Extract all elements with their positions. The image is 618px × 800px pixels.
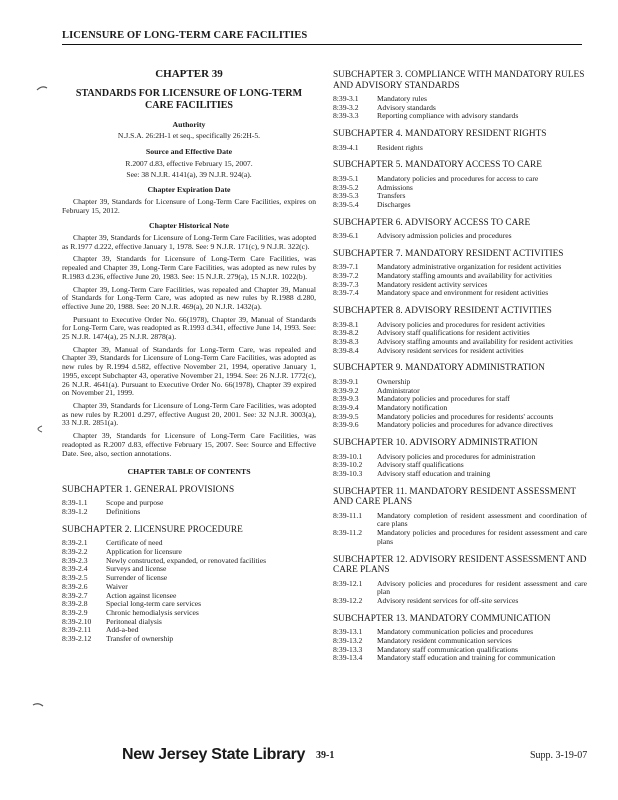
section-title: Mandatory administrative organization for resident activities	[377, 262, 562, 272]
section-number: 8:39-9.5	[333, 411, 359, 421]
section-number: 8:39-7.3	[333, 279, 359, 289]
page-number: 39-1	[316, 750, 335, 761]
section-title: Mandatory policies and procedures for staff	[377, 394, 510, 404]
section-number: 8:39-8.2	[333, 328, 359, 338]
section-number: 8:39-7.4	[333, 288, 359, 298]
section-title: Mandatory space and environment for resident activities	[377, 288, 549, 298]
toc-heading: CHAPTER TABLE OF CONTENTS	[127, 467, 251, 477]
section-title: Mandatory completion of resident assessment and coordination of care plans	[377, 510, 587, 529]
toc-list	[333, 70, 587, 663]
chapter-number: CHAPTER 39	[155, 68, 223, 80]
section-title: Advisory admission policies and procedures	[377, 231, 512, 241]
toc-entry	[62, 565, 316, 574]
section-title: Advisory staff qualifications for resident activities	[377, 328, 530, 338]
source-line: See: 38 N.J.R. 4141(a), 39 N.J.R. 924(a).	[126, 169, 252, 179]
section-number: 8:39-9.3	[333, 394, 359, 404]
section-number: 8:39-9.6	[333, 420, 359, 430]
toc-entry	[62, 635, 316, 644]
section-number: 8:39-9.2	[333, 385, 359, 395]
toc-entry	[333, 95, 587, 104]
punch-mark	[36, 84, 48, 92]
toc-entry	[333, 597, 587, 606]
expiration-heading: Chapter Expiration Date	[147, 185, 231, 195]
toc-entry	[62, 539, 316, 548]
left-column	[62, 70, 316, 644]
section-title: Newly constructed, expanded, or renovated facilities	[106, 555, 267, 565]
section-title: Advisory resident services for off-site services	[377, 596, 519, 605]
toc-entry	[333, 529, 587, 546]
toc-entry	[333, 112, 587, 121]
section-number: 8:39-2.10	[62, 616, 92, 626]
library-stamp: New Jersey State Library	[122, 746, 306, 763]
section-number: 8:39-10.2	[333, 460, 363, 470]
subchapter-heading: SUBCHAPTER 4. MANDATORY RESIDENT RIGHTS	[333, 129, 547, 140]
authority-text: N.J.S.A. 26:2H-1 et seq., specifically 26:2H-5.	[117, 131, 261, 141]
section-number: 8:39-10.3	[333, 469, 363, 479]
section-number: 8:39-11.2	[333, 528, 363, 538]
section-number: 8:39-2.4	[62, 564, 88, 574]
source-line: R.2007 d.83, effective February 15, 2007.	[125, 158, 253, 168]
subchapter-heading: SUBCHAPTER 3. COMPLIANCE WITH MANDATORY RULES AND ADVISORY STANDARDS	[333, 70, 585, 91]
section-title: Special long-term care services	[106, 599, 202, 609]
toc-entry	[62, 499, 316, 508]
toc-entry	[333, 421, 587, 430]
section-title: Admissions	[377, 182, 413, 192]
section-title: Add-a-bed	[106, 625, 139, 635]
toc-entry	[333, 184, 587, 193]
toc-entry	[62, 557, 316, 566]
subchapter-heading: SUBCHAPTER 1. GENERAL PROVISIONS	[62, 484, 235, 495]
section-number: 8:39-2.6	[62, 581, 88, 591]
section-number: 8:39-5.1	[333, 173, 359, 183]
section-title: Chronic hemodialysis services	[106, 607, 199, 617]
toc-entry	[333, 289, 587, 298]
subchapter-heading: SUBCHAPTER 7. MANDATORY RESIDENT ACTIVITIES	[333, 248, 564, 259]
section-number: 8:39-2.12	[62, 634, 92, 644]
section-title: Advisory staffing amounts and availability for resident activities	[377, 337, 573, 347]
section-title: Resident rights	[377, 142, 423, 152]
toc-entry	[333, 580, 587, 597]
section-number: 8:39-2.1	[62, 538, 88, 548]
section-title: Mandatory policies and procedures for residents' accounts	[377, 411, 554, 421]
section-title: Administrator	[377, 385, 420, 395]
subchapter-heading: SUBCHAPTER 10. ADVISORY ADMINISTRATION	[333, 438, 538, 449]
running-head: LICENSURE OF LONG-TERM CARE FACILITIES	[62, 30, 308, 41]
section-title: Mandatory notification	[377, 403, 448, 413]
subchapter-heading: SUBCHAPTER 12. ADVISORY RESIDENT ASSESSMENT AND CARE PLANS	[333, 554, 587, 576]
history-paragraph: Chapter 39, Standards for Licensure of Long-Term Care Facilities, was readopted as R.2007 d.83, effective February 15, 2007. See: Source and Effective Date. See, also, section annotations.	[62, 431, 316, 458]
toc-entry	[333, 512, 587, 529]
section-title: Mandatory policies and procedures for advance directives	[377, 420, 553, 430]
section-number: 8:39-2.2	[62, 547, 88, 557]
section-title: Mandatory resident activity services	[377, 279, 488, 289]
section-title: Scope and purpose	[106, 498, 164, 508]
section-title: Mandatory communication policies and procedures	[377, 627, 534, 637]
section-number: 8:39-2.11	[62, 625, 92, 635]
toc-entry	[62, 626, 316, 635]
section-title: Mandatory staff communication qualifications	[377, 644, 518, 654]
section-number: 8:39-1.1	[62, 498, 88, 508]
section-number: 8:39-8.4	[333, 345, 359, 355]
section-number: 8:39-4.1	[333, 142, 359, 152]
subchapter-heading: SUBCHAPTER 2. LICENSURE PROCEDURE	[62, 524, 243, 535]
section-title: Reporting compliance with advisory standards	[377, 111, 519, 121]
section-number: 8:39-2.7	[62, 590, 88, 600]
section-number: 8:39-9.1	[333, 376, 359, 386]
section-title: Mandatory resident communication services	[377, 635, 512, 645]
section-title: Action against licensee	[106, 590, 177, 600]
section-number: 8:39-13.4	[333, 653, 363, 663]
section-title: Advisory policies and procedures for resident activities	[377, 319, 545, 329]
section-number: 8:39-1.2	[62, 507, 88, 517]
section-number: 8:39-13.2	[333, 635, 363, 645]
history-paragraph: Chapter 39, Manual of Standards for Long-Term Care, was repealed and Chapter 39, Standards for Licensure of Long-Term Care Facilities, was adopted as new rules by R.1994 d.582, effective November 21, 1994, operative January 1, 1995, except Subchapter 43, operative November 21, 1994. See: 26 N.J.R. 1772(c), 26 N.J.R. 4641(a). Pursuant to Executive Order No. 66(1978), Chapter 39 expired on November 21, 1999.	[62, 344, 316, 398]
section-number: 8:39-3.2	[333, 102, 359, 112]
section-number: 8:39-2.5	[62, 573, 88, 583]
section-number: 8:39-5.2	[333, 182, 359, 192]
section-title: Advisory policies and procedures for resident assessment and care plan	[377, 578, 587, 597]
section-number: 8:39-7.2	[333, 271, 359, 281]
history-paragraph: Chapter 39, Long-Term Care Facilities, was repealed and Chapter 39, Manual of Standards for Long-Term Care, was adopted as new rules by R.1988 d.280, effective June 20, 1988. See: 20 N.J.R. 469(a), 20 N.J.R. 1432(a).	[62, 284, 316, 311]
section-number: 8:39-12.2	[333, 596, 363, 605]
section-title: Advisory resident services for resident activities	[377, 345, 524, 355]
toc-entry	[62, 574, 316, 583]
section-number: 8:39-2.8	[62, 599, 88, 609]
toc-entry	[62, 618, 316, 627]
toc-entry	[333, 192, 587, 201]
punch-mark	[32, 425, 44, 433]
section-title: Advisory staff education and training	[377, 469, 491, 479]
section-number: 8:39-2.3	[62, 555, 88, 565]
section-title: Surrender of license	[106, 573, 168, 583]
section-title: Peritoneal dialysis	[106, 616, 162, 626]
section-title: Definitions	[106, 507, 141, 517]
section-title: Ownership	[377, 376, 411, 386]
section-title: Certificate of need	[106, 538, 163, 548]
section-title: Mandatory rules	[377, 94, 427, 103]
chapter-title: STANDARDS FOR LICENSURE OF LONG-TERM CARE FACILITIES	[75, 87, 303, 111]
toc-entry	[333, 654, 587, 663]
toc-entry	[333, 378, 587, 387]
toc-entry	[333, 470, 587, 479]
supplement-date: Supp. 3-19-07	[530, 750, 588, 761]
section-title: Waiver	[106, 581, 128, 591]
section-number: 8:39-8.3	[333, 337, 359, 347]
toc-entry	[333, 232, 587, 241]
expiration-text: Chapter 39, Standards for Licensure of Long-Term Care Facilities, expires on February 15, 2012.	[62, 196, 316, 215]
toc-entry	[62, 583, 316, 592]
section-title: Mandatory policies and procedures for resident assessment and care plans	[377, 528, 587, 546]
subchapter-heading: SUBCHAPTER 13. MANDATORY COMMUNICATION	[333, 613, 551, 624]
header-rule	[62, 44, 582, 45]
subchapter-heading: SUBCHAPTER 11. MANDATORY RESIDENT ASSESSMENT AND CARE PLANS	[333, 486, 576, 508]
section-title: Advisory staff qualifications	[377, 460, 464, 470]
section-number: 8:39-12.1	[333, 578, 363, 588]
section-title: Mandatory policies and procedures for access to care	[377, 173, 539, 183]
section-number: 8:39-8.1	[333, 319, 359, 329]
punch-mark	[32, 700, 44, 708]
section-number: 8:39-10.1	[333, 451, 363, 461]
section-title: Transfers	[377, 191, 406, 201]
section-number: 8:39-5.4	[333, 199, 359, 209]
section-number: 8:39-2.9	[62, 607, 88, 617]
history-paragraph: Chapter 39, Standards for Licensure of Long-Term Care Facilities, was repealed and Chapter 39, Long-Term Care Facilities, was adopted as new rules by R.1983 d.236, effective June 20, 1983. See: 15 N.J.R. 279(a), 15 N.J.R. 1022(b).	[62, 254, 316, 281]
right-column	[333, 70, 587, 663]
history-paragraph: Chapter 39, Standards for Licensure of Long-Term Care Facilities, was adopted as new rules by R.2001 d.297, effective August 20, 2001. See: 32 N.J.R. 3003(a), 33 N.J.R. 2851(a).	[62, 400, 316, 428]
toc-entry	[333, 144, 587, 153]
authority-heading: Authority	[172, 119, 206, 129]
toc-entry	[333, 175, 587, 184]
subchapter-heading: SUBCHAPTER 5. MANDATORY ACCESS TO CARE	[333, 160, 542, 171]
section-title: Application for licensure	[106, 547, 182, 557]
source-heading: Source and Effective Date	[145, 147, 233, 157]
section-number: 8:39-3.3	[333, 111, 359, 121]
section-number: 8:39-5.3	[333, 191, 359, 201]
section-number: 8:39-3.1	[333, 94, 359, 103]
history-heading: Chapter Historical Note	[149, 221, 229, 231]
toc-entry	[333, 395, 587, 404]
section-title: Transfer of ownership	[106, 634, 174, 644]
history-paragraph: Pursuant to Executive Order No. 66(1978), Chapter 39, Manual of Standards for Long-Term Care, was readopted as R.1993 d.341, effective June 14, 1993. See: 25 N.J.R. 1474(a), 25 N.J.R. 2878(a).	[62, 314, 316, 342]
section-number: 8:39-13.3	[333, 644, 363, 654]
section-title: Mandatory staff education and training for communication	[377, 653, 556, 663]
toc-entry	[333, 201, 587, 210]
section-title: Advisory standards	[377, 102, 436, 112]
toc-entry	[62, 508, 316, 517]
subchapter-heading: SUBCHAPTER 6. ADVISORY ACCESS TO CARE	[333, 217, 531, 228]
section-title: Advisory policies and procedures for administration	[377, 451, 536, 461]
subchapter-heading: SUBCHAPTER 9. MANDATORY ADMINISTRATION	[333, 363, 545, 374]
section-number: 8:39-6.1	[333, 231, 359, 241]
subchapter-heading: SUBCHAPTER 8. ADVISORY RESIDENT ACTIVITIES	[333, 306, 552, 317]
section-number: 8:39-7.1	[333, 262, 359, 272]
history-paragraph: Chapter 39, Standards for Licensure of Long-Term Care Facilities, was adopted as R.1977 d.222, effective January 1, 1978. See: 9 N.J.R. 171(c), 9 N.J.R. 322(c).	[62, 233, 316, 251]
section-title: Discharges	[377, 199, 411, 209]
toc-entry	[62, 609, 316, 618]
section-number: 8:39-13.1	[333, 627, 363, 637]
toc-entry	[333, 347, 587, 356]
section-title: Surveys and license	[106, 564, 167, 574]
section-number: 8:39-9.4	[333, 403, 359, 413]
toc-list	[62, 485, 316, 644]
section-number: 8:39-11.1	[333, 510, 363, 520]
section-title: Mandatory staffing amounts and availability for activities	[377, 271, 552, 281]
